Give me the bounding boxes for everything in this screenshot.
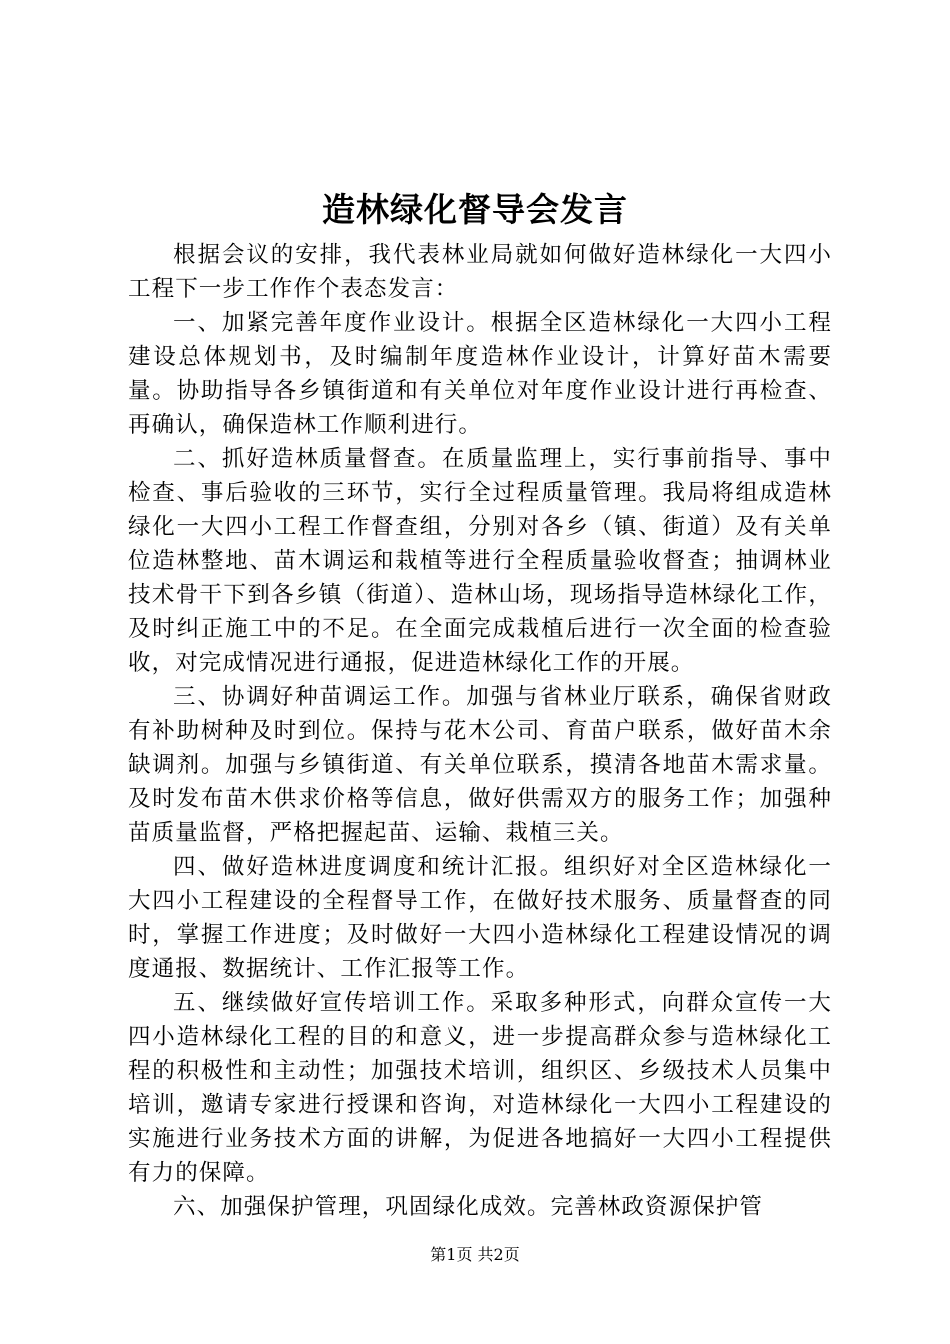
document-body bbox=[128, 238, 832, 1224]
paragraph-6: 六、加强保护管理，巩固绿化成效。完善林政资源保护管 bbox=[173, 1194, 764, 1220]
paragraph-2: 二、抓好造林质量督查。在质量监理上，实行事前指导、事中检查、事后验收的三环节，实行全过程质量管理。我局将组成造林绿化一大四小工程工作督查组，分别对各乡（镇、街道）及有关单位造林整地、苗木调运和栽植等进行全程质量验收督查；抽调林业技术骨干下到各乡镇（街道）、造林山场，现场指导造林绿化工作，及时纠正施工中的不足。在全面完成栽植后进行一次全面的检查验收，对完成情况进行通报，促进造林绿化工作的开展。 bbox=[128, 446, 832, 676]
paragraph-intro: 根据会议的安排，我代表林业局就如何做好造林绿化一大四小工程下一步工作作个表态发言： bbox=[128, 242, 832, 302]
document-title: 造林绿化督导会发言 bbox=[322, 190, 628, 229]
paragraph-5: 五、继续做好宣传培训工作。采取多种形式，向群众宣传一大四小造林绿化工程的目的和意义，进一步提高群众参与造林绿化工程的积极性和主动性；加强技术培训，组织区、乡级技术人员集中培训，邀请专家进行授课和咨询，对造林绿化一大四小工程建设的实施进行业务技术方面的讲解，为促进各地搞好一大四小工程提供有力的保障。 bbox=[128, 990, 832, 1186]
paragraph-4: 四、做好造林进度调度和统计汇报。组织好对全区造林绿化一大四小工程建设的全程督导工作，在做好技术服务、质量督查的同时，掌握工作进度；及时做好一大四小造林绿化工程建设情况的调度通报、数据统计、工作汇报等工作。 bbox=[128, 854, 832, 982]
page-number-footer: 第1页 共2页 bbox=[430, 1245, 520, 1264]
paragraph-3: 三、协调好种苗调运工作。加强与省林业厅联系，确保省财政有补助树种及时到位。保持与花木公司、育苗户联系，做好苗木余缺调剂。加强与乡镇街道、有关单位联系，摸清各地苗木需求量。及时发布苗木供求价格等信息，做好供需双方的服务工作；加强种苗质量监督，严格把握起苗、运输、栽植三关。 bbox=[128, 684, 832, 846]
paragraph-1: 一、加紧完善年度作业设计。根据全区造林绿化一大四小工程建设总体规划书，及时编制年度造林作业设计，计算好苗木需要量。协助指导各乡镇街道和有关单位对年度作业设计进行再检查、再确认，确保造林工作顺利进行。 bbox=[128, 310, 832, 438]
